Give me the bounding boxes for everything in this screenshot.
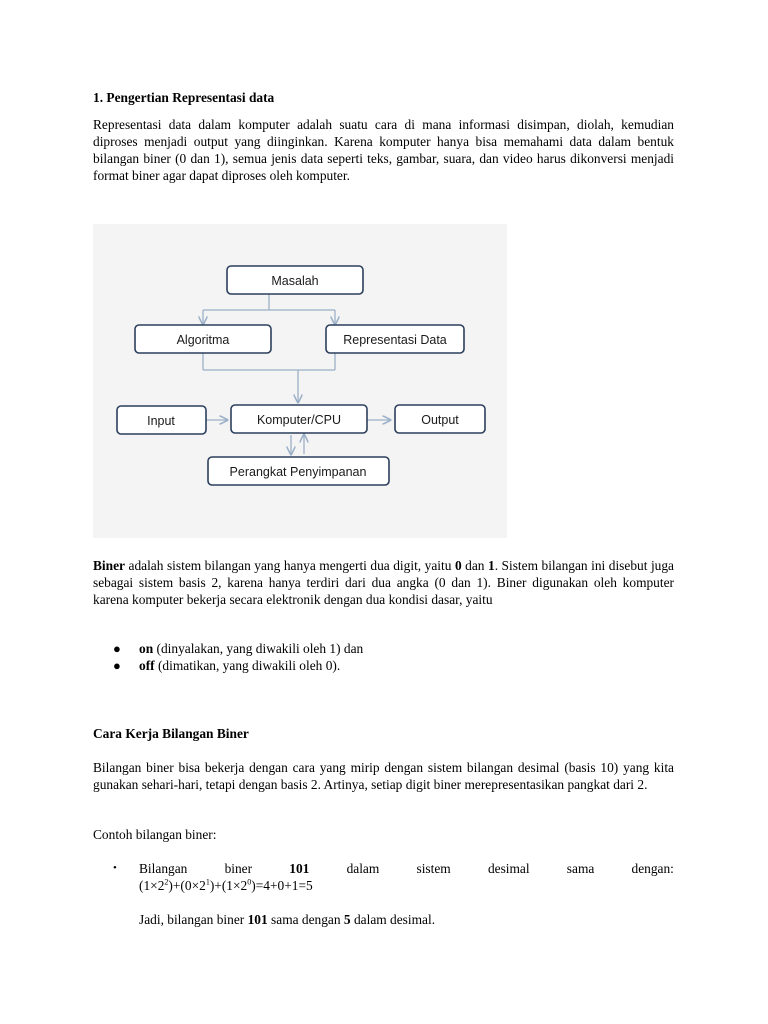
bullet-icon: • xyxy=(113,862,117,874)
section-heading: 1. Pengertian Representasi data xyxy=(93,90,275,105)
masalah-label: Masalah xyxy=(271,274,319,288)
jadi-text: dalam desimal. xyxy=(350,912,436,927)
bullet-bold: on xyxy=(139,641,154,656)
example-line xyxy=(139,860,674,877)
biner-text-2: dan xyxy=(461,558,488,573)
cpu-label: Komputer/CPU xyxy=(256,413,342,427)
data-representation-diagram xyxy=(93,224,507,538)
algoritma-label: Algoritma xyxy=(176,333,230,347)
output-label: Output xyxy=(421,413,459,427)
biner-text-1: adalah sistem bilangan yang hanya mengerti dua digit, yaitu xyxy=(125,558,455,573)
biner-term: Biner xyxy=(93,558,125,573)
example-word: desimal xyxy=(487,861,530,876)
formula-part: (1×2 xyxy=(139,878,165,893)
example-formula xyxy=(139,877,674,894)
digit-one: 1 xyxy=(487,558,495,573)
jadi-text: sama dengan xyxy=(267,912,344,927)
input-label: Input xyxy=(147,414,175,428)
example-word: dalam xyxy=(346,861,380,876)
example-word: biner xyxy=(224,861,253,876)
formula-part: )+(0×2 xyxy=(168,878,206,893)
representasi-label: Representasi Data xyxy=(343,333,447,347)
digit-zero: 0 xyxy=(454,558,462,573)
exponent: 1 xyxy=(205,877,210,887)
jadi-binary: 101 xyxy=(247,912,268,927)
cara-paragraph: Bilangan biner bisa bekerja dengan cara yang mirip dengan sistem bilangan desimal (basis 10) yang kita gunakan sehari-hari, tetapi dengan basis 2. Artinya, setiap digit biner merepresentasikan pangkat dari 2. xyxy=(93,760,674,792)
example-number: 101 xyxy=(289,861,310,876)
formula-part: )=4+0+1=5 xyxy=(251,878,313,893)
bullet-icon: ● xyxy=(113,641,121,656)
formula-part: )+(1×2 xyxy=(209,878,248,893)
bullet-icon: ● xyxy=(113,658,121,673)
example-word: sistem xyxy=(416,861,451,876)
example-word: Bilangan xyxy=(139,861,188,876)
bullet-bold: off xyxy=(139,658,155,673)
biner-paragraph xyxy=(93,557,674,608)
bullet-text: (dimatikan, yang diwakili oleh 0). xyxy=(154,658,341,673)
contoh-label: Contoh bilangan biner: xyxy=(93,827,217,842)
exponent: 0 xyxy=(247,877,252,887)
jadi-line xyxy=(139,911,674,928)
cara-heading: Cara Kerja Bilangan Biner xyxy=(93,726,249,741)
exponent: 2 xyxy=(164,877,169,887)
biner-text-3: . Sistem bilangan ini disebut juga sebagai sistem basis 2, karena hanya terdiri dari dua angka (0 dan 1). Biner digunakan oleh komputer karena komputer bekerja secara elektronik dengan dua kondisi dasar, yaitu xyxy=(93,558,674,607)
jadi-text: Jadi, bilangan biner xyxy=(139,912,248,927)
bullet-text: (dinyalakan, yang diwakili oleh 1) dan xyxy=(153,641,364,656)
jadi-decimal: 5 xyxy=(343,912,351,927)
example-word: sama xyxy=(566,861,595,876)
example-word: dengan: xyxy=(631,861,674,876)
storage-label: Perangkat Penyimpanan xyxy=(229,465,367,479)
intro-paragraph: Representasi data dalam komputer adalah suatu cara di mana informasi disimpan, diolah, kemudian diproses menjadi output yang diinginkan. Karena komputer hanya bisa memahami data dalam bentuk bilangan biner (0 dan 1), semua jenis data seperti teks, gambar, suara, dan video harus dikonversi menjadi format biner agar dapat diproses oleh komputer. xyxy=(93,117,674,183)
